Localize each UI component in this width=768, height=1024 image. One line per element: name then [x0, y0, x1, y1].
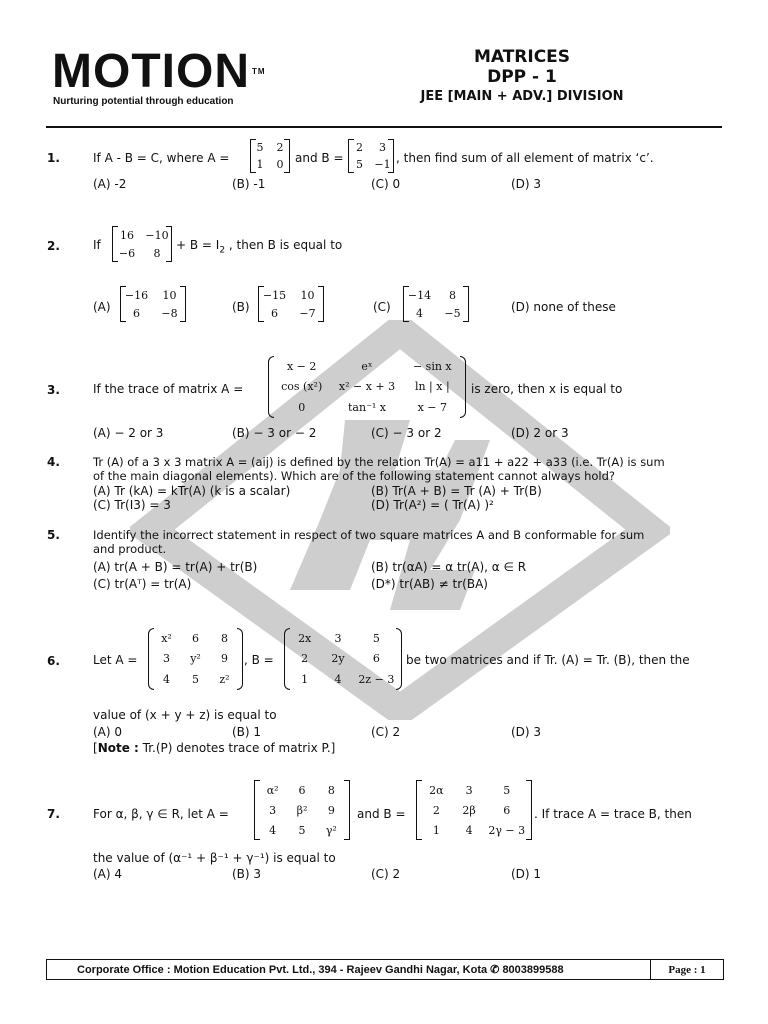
logo-tagline: Nurturing potential through education [53, 96, 234, 107]
header-divider [46, 126, 722, 128]
q7-text-a: For α, β, γ ∈ R, let A = [93, 807, 229, 821]
matrix-cell: 3 [163, 652, 170, 666]
q6-option-c: (C) 2 [371, 725, 401, 739]
matrix-cell: −15 [262, 288, 287, 302]
q1-option-b: (B) -1 [232, 177, 266, 191]
matrix-cell: tan⁻¹ x [348, 401, 386, 415]
matrix-cell: 3 [269, 803, 277, 817]
q4-option-c: (C) Tr(I3) = 3 [93, 498, 171, 512]
matrix-cell: 4 [465, 823, 473, 837]
matrix-cell: 8 [449, 288, 456, 302]
q2-option-b-matrix [258, 286, 324, 322]
note-text: Tr.(P) denotes trace of matrix P.] [142, 741, 336, 755]
q5-line-1: Identify the incorrect statement in respect of two square matrices A and B conformable for sum [93, 528, 645, 542]
q4-option-d: (D) Tr(A²) = ( Tr(A) )² [371, 498, 494, 512]
page-subtitle: DPP - 1 [487, 67, 557, 87]
matrix-cell: 2α [429, 783, 444, 797]
q6-text-a: Let A = [93, 653, 138, 667]
q6-text-b: , B = [244, 653, 274, 667]
q4-option-a: (A) Tr (kA) = kTr(A) (k is a scalar) [93, 484, 291, 498]
matrix-cell: 0 [298, 401, 306, 415]
q6-option-b: (B) 1 [232, 725, 262, 739]
q7-option-a: (A) 4 [93, 867, 123, 881]
matrix-cell: 8 [327, 783, 335, 797]
q1-option-c: (C) 0 [371, 177, 401, 191]
q3-number: 3. [47, 383, 60, 397]
matrix-cell: 4 [163, 673, 170, 687]
q1-option-d: (D) 3 [511, 177, 542, 191]
q2-option-a-label: (A) [93, 300, 111, 314]
matrix-cell: 10 [162, 288, 177, 302]
matrix-cell: 2γ − 3 [488, 823, 526, 837]
q6-line-2: value of (x + y + z) is equal to [93, 708, 277, 722]
matrix-cell: cos (x²) [281, 380, 323, 394]
matrix-cell: x − 7 [417, 401, 448, 415]
matrix-cell: 4 [334, 673, 342, 687]
q1-text-c: , then find sum of all element of matrix ‘c’. [396, 151, 654, 165]
q7-option-b: (B) 3 [232, 867, 262, 881]
matrix-cell: −16 [124, 288, 149, 302]
matrix-cell: 1 [301, 673, 309, 687]
matrix-cell: 4 [416, 306, 423, 320]
matrix-cell: 2β [462, 803, 476, 817]
matrix-cell: 6 [372, 652, 380, 666]
q6-number: 6. [47, 654, 60, 668]
q2-option-c-label: (C) [373, 300, 391, 314]
motion-logo: MOTION ™ [52, 45, 266, 98]
matrix-cell: −1 [374, 158, 391, 171]
q6-matrix-b [284, 628, 402, 690]
q6-option-d: (D) 3 [511, 725, 542, 739]
trademark-mark: TM [251, 67, 266, 76]
q7-option-c: (C) 2 [371, 867, 401, 881]
matrix-cell: γ² [325, 823, 337, 837]
matrix-cell: 8 [153, 246, 161, 260]
matrix-cell: 5 [298, 823, 306, 837]
matrix-cell: 3 [334, 631, 342, 645]
matrix-cell: 4 [269, 823, 277, 837]
matrix-cell: 6 [192, 631, 199, 645]
matrix-cell: 5 [256, 141, 264, 154]
q6-matrix-a [148, 628, 243, 690]
q3-option-a: (A) − 2 or 3 [93, 426, 164, 440]
q1-text-a: If A - B = C, where A = [93, 151, 230, 165]
q3-option-d: (D) 2 or 3 [511, 426, 569, 440]
q1-text-b: and B = [295, 151, 344, 165]
matrix-cell: α² [266, 783, 279, 797]
matrix-cell: −10 [145, 228, 169, 242]
matrix-cell: −14 [407, 288, 432, 302]
q4-option-b: (B) Tr(A + B) = Tr (A) + Tr(B) [371, 484, 542, 498]
matrix-cell: β² [296, 803, 308, 817]
matrix-cell: z² [219, 673, 230, 687]
matrix-cell: −8 [161, 306, 178, 320]
matrix-cell: 3 [465, 783, 473, 797]
matrix-cell: ln | x | [414, 380, 450, 394]
footer-page-number: Page : 1 [650, 960, 723, 979]
q1-matrix-b [348, 139, 394, 173]
q7-text-b: and B = [357, 807, 406, 821]
q2-option-d: (D) none of these [511, 300, 616, 314]
matrix-cell: x − 2 [286, 359, 317, 373]
matrix-cell: 2y [331, 652, 345, 666]
q5-option-d: (D*) tr(AB) ≠ tr(BA) [371, 577, 488, 591]
q4-line-1: Tr (A) of a 3 x 3 matrix A = (aij) is defined by the relation Tr(A) = a11 + a22 + a33 (i.e. Tr(A) is sum [93, 455, 665, 469]
q3-option-b: (B) − 3 or − 2 [232, 426, 317, 440]
matrix-cell: 2 [432, 803, 440, 817]
matrix-cell: 6 [298, 783, 306, 797]
matrix-cell: 10 [300, 288, 315, 302]
q3-matrix [268, 356, 466, 418]
matrix-cell: 16 [120, 228, 134, 242]
q1-matrix-a [250, 139, 290, 173]
matrix-cell: 5 [503, 783, 511, 797]
matrix-cell: 5 [372, 631, 380, 645]
q6-text-c: be two matrices and if Tr. (A) = Tr. (B), then the [406, 653, 690, 667]
footer-bar [46, 959, 724, 980]
matrix-cell: 6 [503, 803, 511, 817]
q7-text-c: . If trace A = trace B, then [534, 807, 692, 821]
matrix-cell: 1 [432, 823, 440, 837]
q3-option-c: (C) − 3 or 2 [371, 426, 442, 440]
q2-number: 2. [47, 239, 60, 253]
q5-line-2: and product. [93, 542, 167, 556]
q2-matrix [112, 226, 172, 262]
q3-text-b: is zero, then x is equal to [471, 382, 623, 396]
matrix-cell: 2 [356, 141, 363, 154]
matrix-cell: 9 [327, 803, 335, 817]
q7-matrix-a [254, 780, 350, 840]
matrix-cell: 2 [276, 141, 284, 154]
matrix-cell: eˣ [361, 359, 373, 373]
matrix-cell: 6 [271, 306, 278, 320]
q5-option-c: (C) tr(Aᵀ) = tr(A) [93, 577, 192, 591]
footer-office: Corporate Office : Motion Education Pvt. Ltd., 394 - Rajeev Gandhi Nagar, Kota ✆ 8003899588 [77, 964, 564, 976]
matrix-cell: 2z − 3 [358, 673, 395, 687]
q5-option-a: (A) tr(A + B) = tr(A) + tr(B) [93, 560, 258, 574]
matrix-cell: x² [161, 631, 172, 645]
q2-option-c-matrix [403, 286, 469, 322]
q6-option-a: (A) 0 [93, 725, 123, 739]
q2-option-b-label: (B) [232, 300, 250, 314]
matrix-cell: − sin x [412, 359, 452, 373]
q4-line-2: of the main diagonal elements). Which are of the following statement cannot always hold? [93, 469, 616, 483]
matrix-cell: 5 [192, 673, 199, 687]
q2-text-a: If [93, 238, 101, 252]
q1-number: 1. [47, 151, 60, 165]
q1-option-a: (A) -2 [93, 177, 127, 191]
page-title: MATRICES [473, 47, 571, 67]
q7-number: 7. [47, 807, 60, 821]
matrix-cell: −7 [299, 306, 316, 320]
matrix-cell: 9 [221, 652, 228, 666]
subscript: 2 [219, 245, 226, 256]
matrix-cell: x² − x + 3 [338, 380, 396, 394]
matrix-cell: −6 [118, 246, 136, 260]
matrix-cell: 0 [276, 158, 284, 171]
q6-note: [Note : Tr.(P) denotes trace of matrix P.] [93, 741, 336, 755]
q7-line-2: the value of (α⁻¹ + β⁻¹ + γ⁻¹) is equal to [93, 851, 336, 865]
division-label: JEE [MAIN + ADV.] DIVISION [420, 89, 624, 104]
q5-option-b: (B) tr(αA) = α tr(A), α ∈ R [371, 560, 527, 574]
note-label: Note : [97, 741, 139, 755]
matrix-cell: 3 [379, 141, 386, 154]
matrix-cell: 1 [256, 158, 264, 171]
matrix-cell: 8 [221, 631, 228, 645]
q2-option-a-matrix [120, 286, 186, 322]
matrix-cell: y² [190, 652, 201, 666]
matrix-cell: 6 [133, 306, 140, 320]
q7-option-d: (D) 1 [511, 867, 542, 881]
matrix-cell: 5 [356, 158, 363, 171]
q5-number: 5. [47, 528, 60, 542]
matrix-cell: 2x [298, 631, 312, 645]
matrix-cell: −5 [444, 306, 461, 320]
q7-matrix-b [416, 780, 532, 840]
q2-text-b: + $B = I_2$ , then B is equal to [176, 238, 343, 256]
matrix-cell: 2 [301, 652, 309, 666]
q4-number: 4. [47, 455, 60, 469]
q3-text-a: If the trace of matrix A = [93, 382, 244, 396]
